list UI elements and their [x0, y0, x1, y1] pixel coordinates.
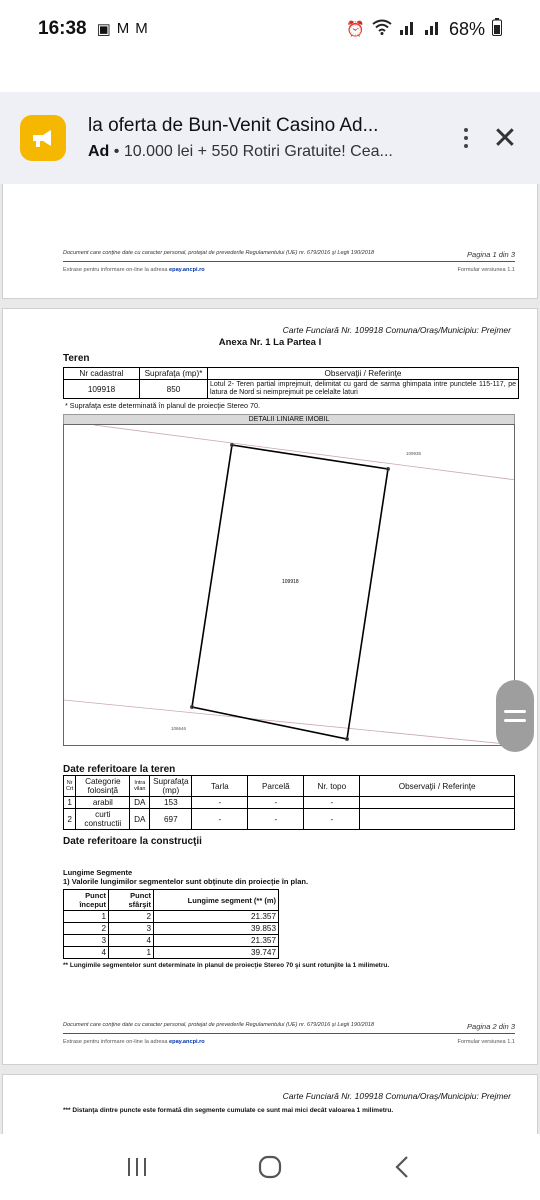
- gmail-icon: M: [135, 20, 148, 37]
- plan-title: DETALII LINIARE IMOBIL: [63, 414, 515, 424]
- table-row: 2 curti constructii DA 697 - - -: [64, 809, 515, 830]
- ad-banner[interactable]: [0, 92, 540, 184]
- pdf-page-2: [2, 308, 538, 1065]
- table-cell: 850: [140, 380, 208, 399]
- page-number: Pagina 1 din 3: [467, 250, 515, 259]
- extract-note: Extrase pentru informare on-line la adresa epay.ancpi.ro: [63, 1039, 205, 1045]
- ad-badge: Ad: [88, 143, 110, 160]
- fast-scroll-handle[interactable]: [496, 680, 534, 752]
- teren-categories-table: [63, 775, 515, 830]
- system-icons: [346, 18, 502, 40]
- pdf-viewer[interactable]: [0, 184, 540, 1134]
- table-header: Nr cadastral: [64, 368, 140, 380]
- ad-title[interactable]: la oferta de Bun-Venit Casino Ad...: [88, 115, 379, 136]
- form-version: Formular versiunea 1.1: [457, 267, 515, 273]
- table-header: Nr. topo: [304, 776, 360, 797]
- anexa-title: Anexa Nr. 1 La Partea I: [218, 337, 322, 348]
- parcel-plan: [63, 424, 515, 746]
- signal-icon: [424, 19, 442, 39]
- table-header: Lungime segment (** (m): [154, 890, 279, 911]
- parcel-label: 109918: [282, 579, 299, 585]
- table-header: Suprafaţa (mp)*: [140, 368, 208, 380]
- epay-link[interactable]: epay.ancpi.ro: [169, 267, 205, 273]
- table-header: Observaţii / Referinţe: [360, 776, 515, 797]
- distance-note: *** Distanţa dintre puncte este formată din segmente cumulate ce sunt mai mici decât valoarea 1 milimetru.: [63, 1107, 394, 1114]
- page-footer: [63, 250, 515, 273]
- constructii-title: Date referitoare la construcţii: [63, 836, 202, 847]
- notification-icons: [97, 20, 148, 38]
- ad-text[interactable]: [88, 115, 442, 161]
- alarm-icon: ⏰: [346, 21, 365, 38]
- table-header: Tarla: [192, 776, 248, 797]
- pdf-page-3: [2, 1074, 538, 1134]
- recent-apps-button[interactable]: [117, 1147, 157, 1187]
- home-button[interactable]: [250, 1147, 290, 1187]
- extract-note: Extrase pentru informare on-line la adresa epay.ancpi.ro: [63, 267, 205, 273]
- battery-percentage: 68%: [448, 18, 485, 39]
- gmail-icon: M: [116, 20, 130, 37]
- carte-funciara-header: Carte Funciară Nr. 109918 Comuna/Oraş/Municipiu: Prejmer: [282, 325, 511, 335]
- close-icon[interactable]: ✕: [492, 121, 518, 155]
- form-version: Formular versiunea 1.1: [457, 1039, 515, 1045]
- table-cell: 109918: [64, 380, 140, 399]
- segments-table: [63, 889, 279, 959]
- page-footer: [63, 1022, 515, 1045]
- neighbor-label: 109935: [406, 451, 422, 456]
- table-header: Punct sfârşit: [109, 890, 154, 911]
- referitoare-teren-title: Date referitoare la teren: [63, 764, 176, 775]
- pdf-page-1: [2, 184, 538, 299]
- table-header: Punct început: [64, 890, 109, 911]
- plan-section: [63, 414, 515, 746]
- clock: 16:38: [38, 18, 87, 39]
- table-row: 4 1 39.747: [64, 947, 279, 959]
- table-header: Intra vilan: [130, 776, 150, 797]
- back-button[interactable]: [383, 1147, 423, 1187]
- parcel-drawing: [64, 425, 515, 746]
- teren-title: Teren: [63, 353, 90, 364]
- segments-note: ** Lungimile segmentelor sunt determinate în planul de proiecţie Stereo 70 şi sunt rotunjite la 1 milimetru.: [63, 962, 390, 969]
- status-bar: [0, 0, 540, 58]
- teren-note: * Suprafaţa este determinată în planul de proiecţie Stereo 70.: [65, 401, 260, 410]
- footer-notice: Document care conţine date cu caracter personal, protejat de prevederile Regulamentului (UE) nr. 679/2016 şi Legii 190/2018: [63, 250, 375, 256]
- table-row: 1 arabil DA 153 - - -: [64, 797, 515, 809]
- lungime-title: Lungime Segmente: [63, 868, 133, 877]
- neighbor-boundary: [94, 425, 515, 480]
- more-options-icon[interactable]: [456, 128, 476, 148]
- table-row: 3 4 21.357: [64, 935, 279, 947]
- footer-notice: Document care conţine date cu caracter personal, protejat de prevederile Regulamentului (UE) nr. 679/2016 şi Legii 190/2018: [63, 1022, 375, 1028]
- lungime-subtitle: 1) Valorile lungimilor segmentelor sunt obţinute din proiecţie în plan.: [63, 877, 309, 886]
- table-header: Observaţii / Referinţe: [208, 368, 519, 380]
- ad-subtitle-text: • 10.000 lei + 550 Rotiri Gratuite! Cea...: [109, 143, 393, 160]
- teren-table: [63, 367, 519, 399]
- ad-subtitle[interactable]: [88, 143, 442, 161]
- table-header: Categorie folosinţă: [76, 776, 130, 797]
- table-header: Suprafaţa (mp): [150, 776, 192, 797]
- table-header: Nr Crt: [64, 776, 76, 797]
- table-row: 1 2 21.357: [64, 911, 279, 923]
- navigation-bar: [0, 1134, 540, 1200]
- table-header: Parcelă: [248, 776, 304, 797]
- signal-icon: [399, 19, 417, 39]
- wifi-icon: [372, 19, 392, 39]
- carte-funciara-header: Carte Funciară Nr. 109918 Comuna/Oraş/Municipiu: Prejmer: [282, 1091, 511, 1101]
- neighbor-boundary: [64, 700, 515, 745]
- neighbor-label: 106646: [171, 726, 187, 731]
- megaphone-icon: [20, 115, 66, 161]
- parcel-outline: [192, 445, 388, 739]
- battery-icon: [492, 18, 502, 40]
- gallery-icon: ▣: [96, 21, 111, 38]
- epay-link[interactable]: epay.ancpi.ro: [169, 1039, 205, 1045]
- table-cell: Lotul 2- Teren partial imprejmuit, delimitat cu gard de sarma ghimpata intre punctele 115-117, pe latura de Nord si neimprejmuit pe celelalte laturi: [208, 380, 519, 399]
- table-row: 2 3 39.853: [64, 923, 279, 935]
- page-number: Pagina 2 din 3: [467, 1022, 515, 1031]
